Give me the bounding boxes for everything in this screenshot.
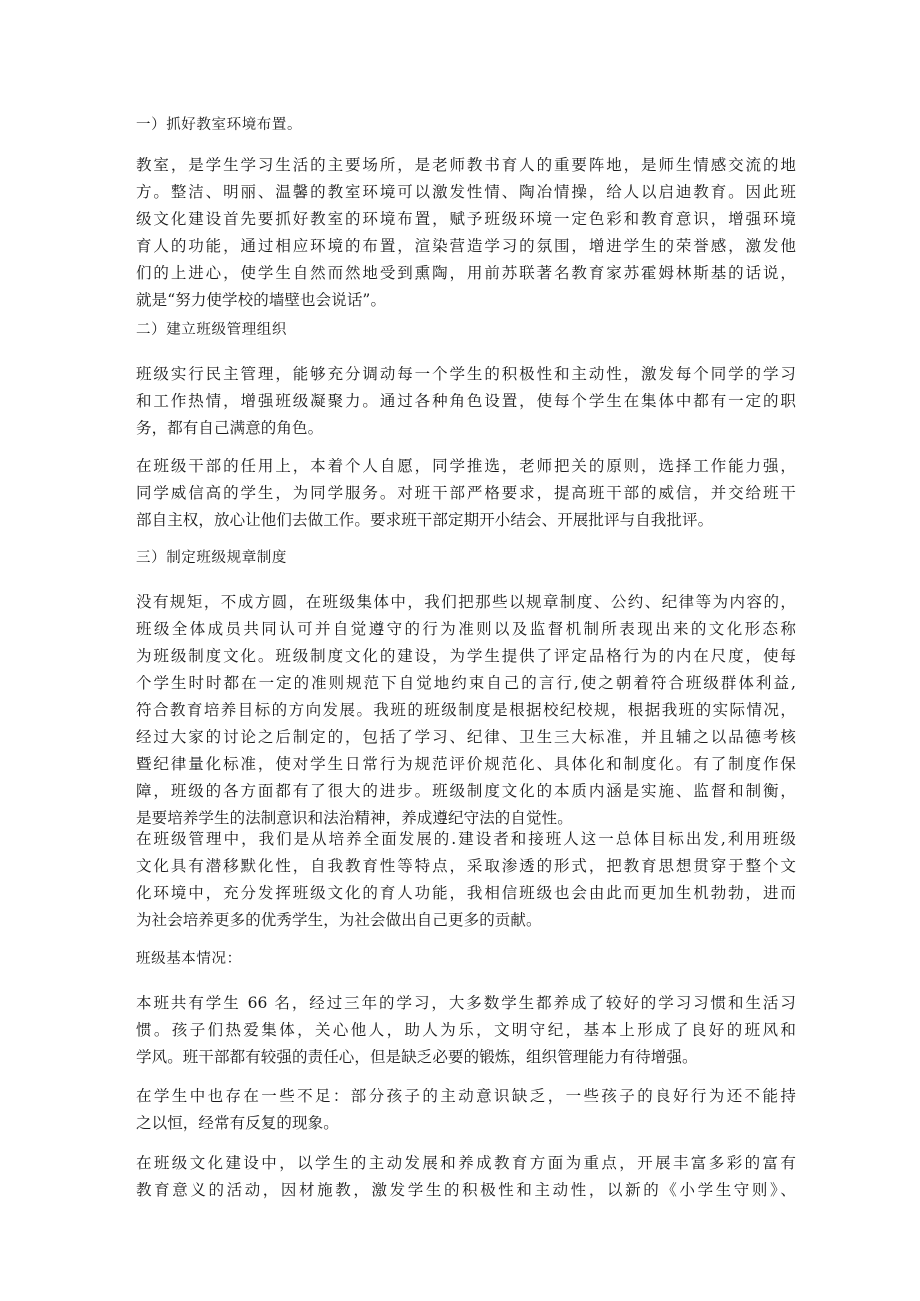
- text-line: 务，都有自己满意的角色。: [136, 419, 324, 437]
- paragraph-classroom-environment: [136, 152, 796, 314]
- text-line: 三）制定班级规章制度: [136, 550, 287, 566]
- paragraph-class-cadres: [136, 453, 796, 534]
- text-line: 育人的功能，通过相应环境的布置，渲染营造学习的氛围，增进学生的荣誉感，激发他: [136, 237, 796, 255]
- text-line: 化环境中，充分发挥班级文化的育人功能，我相信班级也会由此而更加生机勃勃，进而: [136, 884, 796, 902]
- text-line: 方。整洁、明丽、温馨的教室环境可以激发性情、陶冶情操，给人以启迪教育。因此班: [136, 183, 796, 201]
- text-line: 在班级文化建设中，以学生的主动发展和养成教育方面为重点，开展丰富多彩的富有: [136, 1154, 796, 1172]
- text-line: 符合教育培养目标的方向发展。我班的班级制度是根据校纪校规，根据我班的实际情况，: [136, 701, 796, 719]
- text-line: 文化具有潜移默化性，自我教育性等特点，采取渗透的形式，把教育思想贯穿于整个文: [136, 857, 796, 875]
- text-line: 学风。班干部都有较强的责任心，但是缺乏必要的锻炼，组织管理能力有待增强。: [136, 1048, 698, 1066]
- section-heading-3: [136, 545, 796, 572]
- text-line: 在班级干部的任用上，本着个人自愿，同学推选，老师把关的原则，选择工作能力强，: [136, 457, 796, 475]
- paragraph-culture-building: [136, 1150, 796, 1204]
- text-line: 就是“努力使学校的墙壁也会说话”。: [136, 291, 387, 309]
- section-heading-basic-info: [136, 946, 796, 973]
- text-line: 在班级管理中，我们是从培养全面发展的.建设者和接班人这一总体目标出发,利用班级: [136, 830, 796, 848]
- paragraph-shortcomings: [136, 1083, 796, 1137]
- text-line: 是要培养学生的法制意识和法治精神，养成遵纪守法的自觉性。: [136, 809, 573, 827]
- text-line: 障，班级的各方面都有了很大的进步。班级制度文化的本质内涵是实施、监督和制衡，: [136, 782, 796, 800]
- text-line: 个学生时时都在一定的准则规范下自觉地约束自己的言行,使之朝着符合班级群体利益,: [136, 674, 796, 692]
- paragraph-class-overview: [136, 990, 796, 1071]
- text-line: 教育意义的活动，因材施教，激发学生的积极性和主动性，以新的《小学生守则》、: [136, 1181, 796, 1199]
- text-line: 之以恒，经常有反复的现象。: [136, 1114, 339, 1132]
- section-heading-2: [136, 317, 796, 344]
- text-line: 为班级制度文化。班级制度文化的建设，为学生提供了评定品格行为的内在尺度，使每: [136, 647, 796, 665]
- text-line: 在学生中也存在一些不足：部分孩子的主动意识缺乏，一些孩子的良好行为还不能持: [136, 1087, 796, 1105]
- text-line: 暨纪律量化标准，使对学生日常行为规范评价规范化、具体化和制度化。有了制度作保: [136, 755, 796, 773]
- text-line: 教室，是学生学习生活的主要场所，是老师教书育人的重要阵地，是师生情感交流的地: [136, 156, 796, 174]
- text-line: 同学威信高的学生，为同学服务。对班干部严格要求，提高班干部的威信，并交给班干: [136, 484, 796, 502]
- text-line: 们的上进心，使学生自然而然地受到熏陶，用前苏联著名教育家苏霍姆林斯基的话说，: [136, 264, 796, 282]
- text-line: 惯。孩子们热爱集体，关心他人，助人为乐，文明守纪，基本上形成了良好的班风和: [136, 1021, 796, 1039]
- section-heading-1: [136, 112, 796, 139]
- paragraph-class-rules: [136, 589, 796, 832]
- text-line: 一）抓好教室环境布置。: [136, 117, 303, 133]
- paragraph-class-management: [136, 826, 796, 934]
- text-line: 经过大家的讨论之后制定的，包括了学习、纪律、卫生三大标准，并且辅之以品德考核: [136, 728, 796, 746]
- text-line: 班级实行民主管理，能够充分调动每一个学生的积极性和主动性，激发每个同学的学习: [136, 365, 796, 383]
- text-line: 级文化建设首先要抓好教室的环境布置，赋予班级环境一定色彩和教育意识，增强环境: [136, 210, 796, 228]
- text-line: 没有规矩，不成方圆，在班级集体中，我们把那些以规章制度、公约、纪律等为内容的，: [136, 593, 796, 611]
- text-line: 班级基本情况：: [136, 951, 242, 967]
- text-line: 为社会培养更多的优秀学生，为社会做出自己更多的贡献。: [136, 911, 542, 929]
- paragraph-democratic-management: [136, 361, 796, 442]
- text-line: 和工作热情，增强班级凝聚力。通过各种角色设置，使每个学生在集体中都有一定的职: [136, 392, 796, 410]
- text-line: 部自主权，放心让他们去做工作。要求班干部定期开小结会、开展批评与自我批评。: [136, 511, 714, 529]
- text-line: 二）建立班级管理组织: [136, 322, 287, 338]
- text-line: 本班共有学生 66 名，经过三年的学习，大多数学生都养成了较好的学习习惯和生活习: [136, 994, 796, 1012]
- text-line: 班级全体成员共同认可并自觉遵守的行为准则以及监督机制所表现出来的文化形态称: [136, 620, 796, 638]
